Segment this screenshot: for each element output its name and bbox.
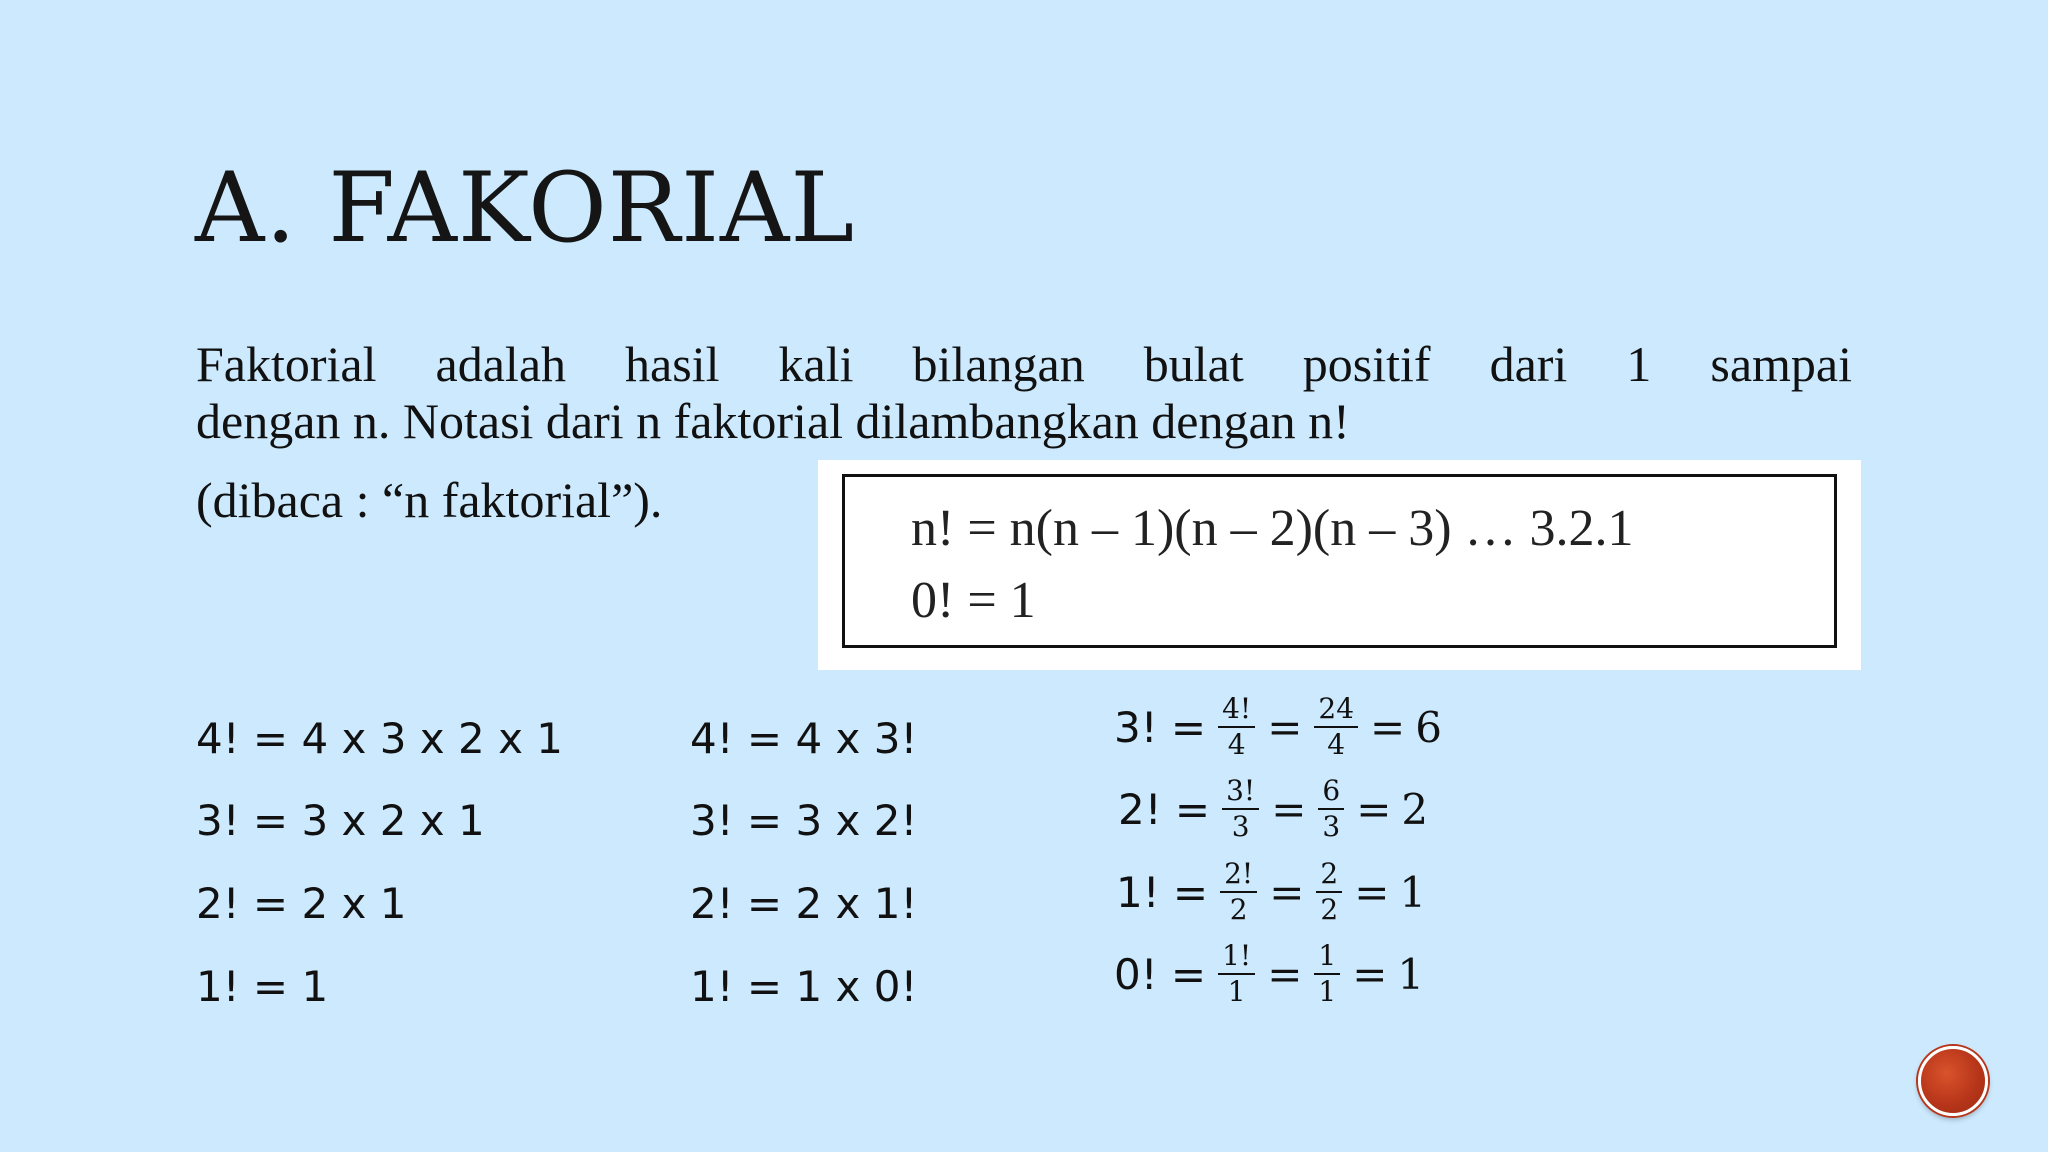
frac-result: 1	[1397, 949, 1425, 999]
equals-sign: =	[1271, 784, 1307, 834]
fraction-denominator: 4	[1327, 728, 1346, 761]
equals-sign: =	[1267, 702, 1303, 752]
frac-lhs: 3! =	[1114, 702, 1207, 752]
fraction-numerator: 1!	[1218, 942, 1255, 975]
example-col2-row3: 2! = 2 x 1!	[690, 879, 918, 928]
equals-sign: =	[1269, 867, 1305, 917]
fraction-denominator: 1	[1318, 975, 1337, 1008]
circle-nav-icon[interactable]	[1918, 1046, 1988, 1116]
fraction-numerator: 4!	[1218, 695, 1255, 728]
definition-line-1: Faktorial adalah hasil kali bilangan bulat positif dari 1 sampai	[196, 336, 1852, 392]
formula-panel	[818, 460, 1861, 670]
frac-lhs: 0! =	[1114, 949, 1207, 999]
frac-result: 6	[1415, 702, 1442, 752]
example-col2-row2: 3! = 3 x 2!	[690, 796, 918, 845]
fraction-numerator: 2	[1316, 860, 1342, 893]
example-col3-row1	[1114, 692, 1442, 761]
frac-lhs: 2! =	[1118, 784, 1211, 834]
example-col1-row4: 1! = 1	[196, 962, 329, 1011]
frac-result: 1	[1399, 867, 1427, 917]
fraction-1	[1220, 857, 1257, 926]
slide-title: A. FAKORIAL	[195, 152, 856, 264]
fraction-1	[1218, 939, 1255, 1008]
fraction-denominator: 3	[1322, 810, 1341, 843]
equals-sign: =	[1356, 784, 1392, 834]
formula-box	[842, 474, 1837, 648]
definition-paragraph	[196, 336, 1852, 450]
fraction-numerator: 1	[1314, 942, 1340, 975]
example-col3-row2	[1118, 774, 1429, 843]
fraction-1	[1218, 692, 1255, 761]
example-col2-row4: 1! = 1 x 0!	[690, 962, 918, 1011]
example-col3-row4	[1114, 939, 1425, 1008]
fraction-denominator: 1	[1227, 975, 1246, 1008]
fraction-numerator: 3!	[1222, 777, 1259, 810]
fraction-numerator: 2!	[1220, 860, 1257, 893]
fraction-2	[1318, 774, 1344, 843]
frac-result: 2	[1401, 784, 1429, 834]
reading-note: (dibaca : “n faktorial”).	[196, 472, 663, 528]
formula-zero: 0! = 1	[911, 572, 1036, 629]
equals-sign: =	[1370, 702, 1406, 752]
fraction-2	[1314, 939, 1340, 1008]
example-col2-row1: 4! = 4 x 3!	[690, 714, 918, 763]
fraction-numerator: 6	[1318, 777, 1344, 810]
frac-lhs: 1! =	[1116, 867, 1209, 917]
fraction-2	[1314, 692, 1358, 761]
fraction-2	[1316, 857, 1342, 926]
example-col1-row1: 4! = 4 x 3 x 2 x 1	[196, 714, 564, 763]
fraction-denominator: 3	[1231, 810, 1250, 843]
fraction-numerator: 24	[1314, 695, 1358, 728]
fraction-denominator: 2	[1320, 893, 1339, 926]
example-col1-row3: 2! = 2 x 1	[196, 879, 407, 928]
example-col3-row3	[1116, 857, 1427, 926]
equals-sign: =	[1267, 949, 1303, 999]
equals-sign: =	[1352, 949, 1388, 999]
definition-line-2: dengan n. Notasi dari n faktorial dilambangkan dengan n!	[196, 393, 1350, 449]
example-col1-row2: 3! = 3 x 2 x 1	[196, 796, 485, 845]
fraction-1	[1222, 774, 1259, 843]
fraction-denominator: 2	[1229, 893, 1248, 926]
formula-general: n! = n(n – 1)(n – 2)(n – 3) … 3.2.1	[911, 500, 1634, 557]
fraction-denominator: 4	[1227, 728, 1246, 761]
equals-sign: =	[1354, 867, 1390, 917]
